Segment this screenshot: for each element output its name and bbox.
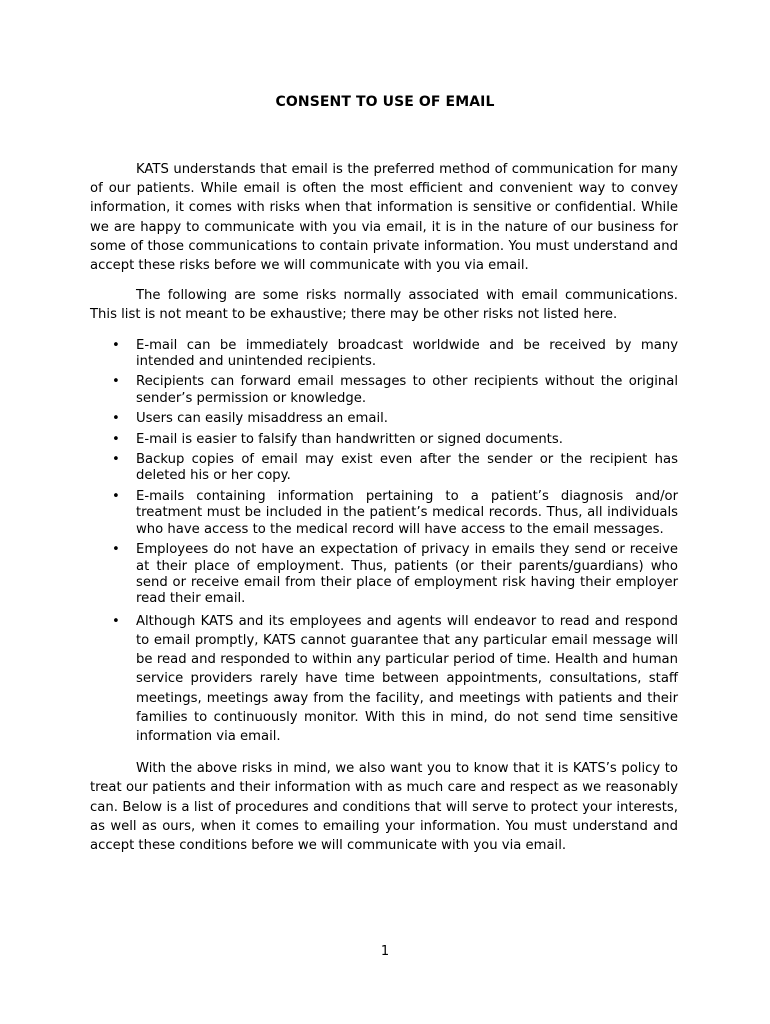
bullet-icon: •	[112, 374, 120, 390]
list-item-text: Employees do not have an expectation of privacy in emails they send or receive at their place of employment. Thus, patients (or their parents/guardians) who send or receive email from their place of employment risk having their employer read their email.	[136, 542, 678, 607]
list-item	[90, 338, 678, 371]
page-title: CONSENT TO USE OF EMAIL	[275, 94, 495, 110]
list-item	[90, 542, 678, 608]
closing-paragraph: With the above risks in mind, we also want you to know that it is KATS’s policy to treat our patients and their information with as much care and respect as we reasonably can. Below is a list of procedures and conditions that will serve to protect your interests, as well as ours, when it comes to emailing your information. You must understand and accept these conditions before we will communicate with you via email.	[90, 761, 678, 853]
list-item	[90, 489, 678, 538]
list-item-text: Although KATS and its employees and agents will endeavor to read and respond to email promptly, KATS cannot guarantee that any particular email message will be read and responded to within any particular period of time. Health and human service providers rarely have time between appointments, consultations, staff meetings, meetings away from the facility, and meetings with patients and their families to continuously monitor. With this in mind, do not send time sensitive information via email.	[136, 613, 678, 744]
bullet-icon: •	[112, 431, 120, 447]
bullet-icon: •	[112, 542, 120, 558]
bullet-icon: •	[112, 411, 120, 427]
list-item-text: E-mail can be immediately broadcast worldwide and be received by many intended and unintended recipients.	[136, 337, 678, 370]
bullet-icon: •	[112, 337, 120, 353]
bullet-icon: •	[112, 488, 120, 504]
list-item-text: E-mail is easier to falsify than handwritten or signed documents.	[136, 431, 563, 447]
risks-intro-paragraph: The following are some risks normally associated with email communications. This list is not meant to be exhaustive; there may be other risks not listed here.	[90, 288, 678, 323]
list-item-text: Recipients can forward email messages to other recipients without the original sender’s permission or knowledge.	[136, 374, 678, 406]
page-number: 1	[380, 944, 390, 959]
list-item	[90, 452, 678, 485]
list-item	[90, 411, 678, 427]
list-item	[90, 374, 678, 407]
risks-list	[90, 338, 678, 747]
document-body	[90, 160, 678, 855]
list-item	[90, 612, 678, 746]
list-item-text: E-mails containing information pertaining to a patient’s diagnosis and/or treatment must be included in the patient’s medical records. Thus, all individuals who have access to the medical record will have access to the email messages.	[136, 488, 678, 537]
intro-paragraph: KATS understands that email is the preferred method of communication for many of our patients. While email is often the most efficient and convenient way to convey information, it comes with risks when that information is sensitive or confidential. While we are happy to communicate with you via email, it is in the nature of our business for some of those communications to contain private information. You must understand and accept these risks before we will communicate with you via email.	[90, 162, 678, 274]
list-item	[90, 432, 678, 448]
list-item-text: Users can easily misaddress an email.	[136, 411, 388, 427]
bullet-icon: •	[112, 613, 120, 629]
list-item-text: Backup copies of email may exist even after the sender or the recipient has deleted his or her copy.	[136, 452, 678, 484]
bullet-icon: •	[112, 452, 120, 468]
